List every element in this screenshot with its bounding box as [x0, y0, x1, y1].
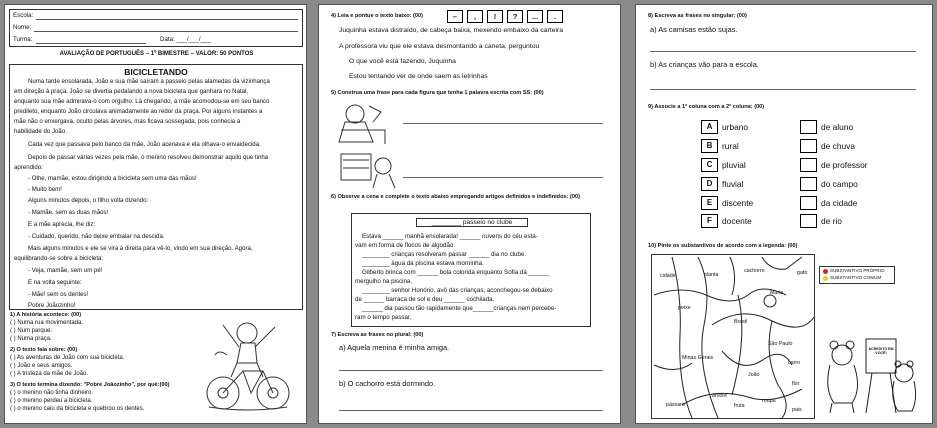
match-word: docente [722, 216, 752, 226]
cloze-line: ________ água da piscina estava morninha. [362, 260, 484, 267]
coloring-word: Minas Gerais [682, 355, 714, 361]
coloring-word: cachorro [744, 268, 765, 274]
coloring-word: planta [704, 272, 719, 278]
easel-sign: ACREDITO EM VOCÊ! [868, 347, 894, 356]
story-line: E na volta seguinte: [28, 279, 82, 286]
answer-line[interactable] [650, 89, 916, 90]
match-meaning: da cidade [821, 198, 858, 208]
name-label: Nome: [13, 24, 32, 31]
story-box [9, 64, 303, 310]
punctuation-dash: – [447, 10, 463, 23]
coloring-word: São Paulo [768, 341, 793, 347]
question-10-title: 10) Pinte os substantivos de acordo com a legenda: (00) [648, 243, 798, 249]
match-answer-box[interactable] [800, 196, 817, 210]
cloze-line: ________ senhor Honório, avô das crianças, aconchegou-se debaixo [362, 287, 553, 294]
color-legend [819, 266, 895, 284]
question-1-option-c[interactable]: ( ) Numa praça. [10, 336, 52, 342]
punctuation-ellipsis: ... [527, 10, 543, 23]
story-line: Alguns minutos depois, o filho volta dizendo: [28, 197, 149, 204]
story-line: - Mãe! sem os dentes! [28, 291, 89, 298]
legend-common-noun: SUBSTANTIVO COMUM [830, 275, 882, 280]
coloring-word: roupa [762, 398, 776, 404]
match-word: discente [722, 198, 754, 208]
legend-red-swatch [823, 269, 828, 274]
worksheet-page-2 [318, 4, 621, 424]
match-word: urbano [722, 122, 749, 132]
match-meaning: de rio [821, 216, 842, 226]
question-4-title: 4) Leia e pontue o texto baixo: (00) [331, 13, 423, 19]
match-letter: A [701, 120, 718, 134]
coloring-word: carro [788, 360, 801, 366]
legend-yellow-swatch [823, 276, 828, 281]
story-line: habilidade do João. [14, 128, 67, 135]
plural-sentence-a: a) Aquela menina é minha amiga. [339, 343, 450, 352]
fish-outline-drawing [652, 255, 815, 419]
cloze-title: ________ passeio no clube [416, 218, 528, 227]
coloring-fish-picture[interactable] [651, 254, 815, 419]
story-line: Depois de passar várias vezes pela mãe, o menino resolveu demonstrar aquilo que tinha [28, 154, 269, 161]
figures-illustration [333, 100, 401, 190]
legend-proper-noun: SUBSTANTIVO PRÓPRIO [830, 268, 885, 273]
question-1-title: 1) A história acontece: (00) [10, 312, 82, 318]
coloring-word: João [748, 372, 760, 378]
question-6-title: 6) Observe a cena e complete o texto abaixo empregando artigos definidos e indefinidos: (00) [331, 194, 580, 200]
story-line: equilibrando-se sobre a bicicleta: [14, 255, 104, 262]
punctuation-period: . [547, 10, 563, 23]
question-2-option-b[interactable]: ( ) João e seus amigos. [10, 363, 73, 369]
class-label: Turma: [13, 36, 33, 43]
question-3-option-a[interactable]: ( ) o menino não tinha dinheiro. [10, 390, 94, 396]
coloring-word: gato [797, 270, 808, 276]
singular-sentence-b: b) As crianças vão para a escola. [650, 60, 759, 69]
match-answer-box[interactable] [800, 120, 817, 134]
worksheet-page-1 [4, 4, 307, 424]
coloring-word: pássaro [666, 402, 685, 408]
answer-line[interactable] [650, 51, 916, 52]
coloring-word: pais [792, 407, 802, 413]
match-meaning: de aluno [821, 122, 854, 132]
question-2-option-c[interactable]: ( ) A tristeza da mãe de João. [10, 371, 89, 377]
punctuate-line-2: A professora viu que ele estava desmontando a caneta, perguntou [339, 43, 540, 50]
match-meaning: de chuva [821, 141, 855, 151]
cloze-line: Gilberto brinca com ______ bola colorida enquanto Sofia dá ______ [362, 269, 550, 276]
match-answer-box[interactable] [800, 214, 817, 228]
punctuate-line-3: O que você está fazendo, Juquinha [349, 58, 456, 65]
answer-line[interactable] [403, 123, 603, 124]
question-2-title: 2) O texto fala sobre: (00) [10, 347, 78, 353]
story-line: - Cuidado, querido, não deixe embalar na descida. [28, 233, 165, 240]
punctuate-line-4: Estou tentando ver de onde saem as letrinhas [349, 73, 488, 80]
cloze-line: ________ crianças resolveram passar ______ dia no clube. [362, 251, 527, 258]
question-9-title: 9) Associe a 1ª coluna com a 2ª coluna: (00) [648, 104, 765, 110]
school-label: Escola: [13, 12, 34, 19]
story-line: - Olhe, mamãe, estou dirigindo a bicicleta sem uma das mãos! [28, 175, 197, 182]
story-line: - Muito bem! [28, 186, 62, 193]
match-word: rural [722, 141, 739, 151]
teddy-bears-illustration [820, 333, 920, 419]
story-line: Numa tarde ensolarada, João e sua mãe saíram a passeio pelas alamedas da vizinhança [28, 78, 270, 85]
cloze-line: ram o tempo passar. [355, 314, 412, 321]
match-letter: C [701, 158, 718, 172]
question-7-title: 7) Escreva as frases no plural: (00) [331, 332, 424, 338]
answer-line[interactable] [403, 177, 603, 178]
cloze-line: vam em forma de flocos de algodão. [355, 242, 456, 249]
answer-line[interactable] [339, 410, 603, 411]
question-1-option-b[interactable]: ( ) Num parque. [10, 328, 53, 334]
date-label: Data: ___/___/___ [160, 36, 211, 43]
question-1-option-a[interactable]: ( ) Numa rua movimentada. [10, 320, 84, 326]
story-line: Mais alguns minutos e ele se vira à direita para vê-lo, vindo em sua direção. Agora, [28, 245, 253, 252]
match-letter: D [701, 177, 718, 191]
worksheet-page-3 [635, 4, 933, 424]
match-meaning: do campo [821, 179, 858, 189]
exam-title: AVALIAÇÃO DE PORTUGUÊS – 1º BIMESTRE – VALOR: 50 PONTOS [59, 51, 254, 57]
story-line: - Mamãe, sem as duas mãos! [28, 209, 109, 216]
coloring-word: árvore [712, 393, 728, 399]
story-line: predileto, enquanto João circulava animadamente ao redor da praça. Por alguns instantes a [14, 108, 263, 115]
story-title: BICICLETANDO [124, 67, 188, 77]
punctuation-exclamation: ! [487, 10, 503, 23]
question-5-title: 5) Construa uma frase para cada figura que tenha 1 palavra escrita com SS: (00) [331, 90, 544, 96]
question-3-option-c[interactable]: ( ) o menino caiu da bicicleta e quebrou os dentes. [10, 406, 145, 412]
match-letter: F [701, 214, 718, 228]
cloze-line: Estava ______ manhã ensolarada! ______ nuvens do céu esta- [362, 233, 538, 240]
plural-sentence-b: b) O cachorro está dormindo. [339, 379, 436, 388]
story-line: - Veja, mamãe, sem um pé! [28, 267, 103, 274]
story-line: mãe não o enxergava, oculto pelas árvores, mas ficava sossegada, pois conhecia a [14, 118, 241, 125]
singular-sentence-a: a) As camisas estão sujas. [650, 25, 738, 34]
story-line: Cada vez que passava pelo banco da mãe, João acenava e ela olhava-o envaidecida. [28, 141, 261, 148]
cloze-line: ______ dia passou tão rapidamente que______crianças nem percebe- [362, 305, 557, 312]
boy-on-bicycle-illustration [201, 315, 293, 415]
answer-line[interactable] [339, 370, 603, 371]
match-answer-box[interactable] [800, 177, 817, 191]
match-answer-box[interactable] [800, 158, 817, 172]
match-word: pluvial [722, 160, 746, 170]
question-8-title: 8) Escreva as frases no singular: (00) [648, 13, 747, 19]
match-word: fluvial [722, 179, 744, 189]
question-3-title: 3) O texto termina dizendo: "Pobre Joãozinho", por quê:(00) [10, 382, 170, 388]
cloze-line: mergulho na piscina. [355, 278, 413, 285]
story-line: E a mãe aprecia, lhe diz: [28, 221, 96, 228]
match-letter: E [701, 196, 718, 210]
student-header [9, 9, 303, 47]
story-line: Pobre Joãozinho! [28, 302, 76, 309]
punctuation-question: ? [507, 10, 523, 23]
match-meaning: de professor [821, 160, 868, 170]
coloring-word: flor [792, 381, 800, 387]
story-line: em direção à praça. João se divertia pedalando a nova bicicleta que ganhara no Natal, [14, 88, 249, 95]
coloring-word: fruta [734, 403, 745, 409]
match-answer-box[interactable] [800, 139, 817, 153]
punctuation-comma: , [467, 10, 483, 23]
question-3-option-b[interactable]: ( ) o menino perdeu a bicicleta. [10, 398, 93, 404]
match-letter: B [701, 139, 718, 153]
story-line: enquanto sua mãe admirava-o com orgulho. Lá chegando, a mãe acomodou-se em seu banco [14, 98, 270, 105]
coloring-word: cidade [660, 273, 676, 279]
story-line: aprendido: [14, 164, 43, 171]
coloring-word: Brasil [734, 319, 748, 325]
cloze-line: de ______ barraca de sol e deu ______ cochilada. [355, 296, 495, 303]
coloring-word: peixe [678, 305, 691, 311]
question-2-option-a[interactable]: ( ) As aventuras de João com sua bicicleta. [10, 355, 125, 361]
punctuate-line-1: Juquinha estava distraído, de cabeça baixa, mexendo embaixo da carteira [339, 27, 564, 34]
cloze-text-box [351, 213, 591, 327]
coloring-word: Maria [770, 290, 784, 296]
